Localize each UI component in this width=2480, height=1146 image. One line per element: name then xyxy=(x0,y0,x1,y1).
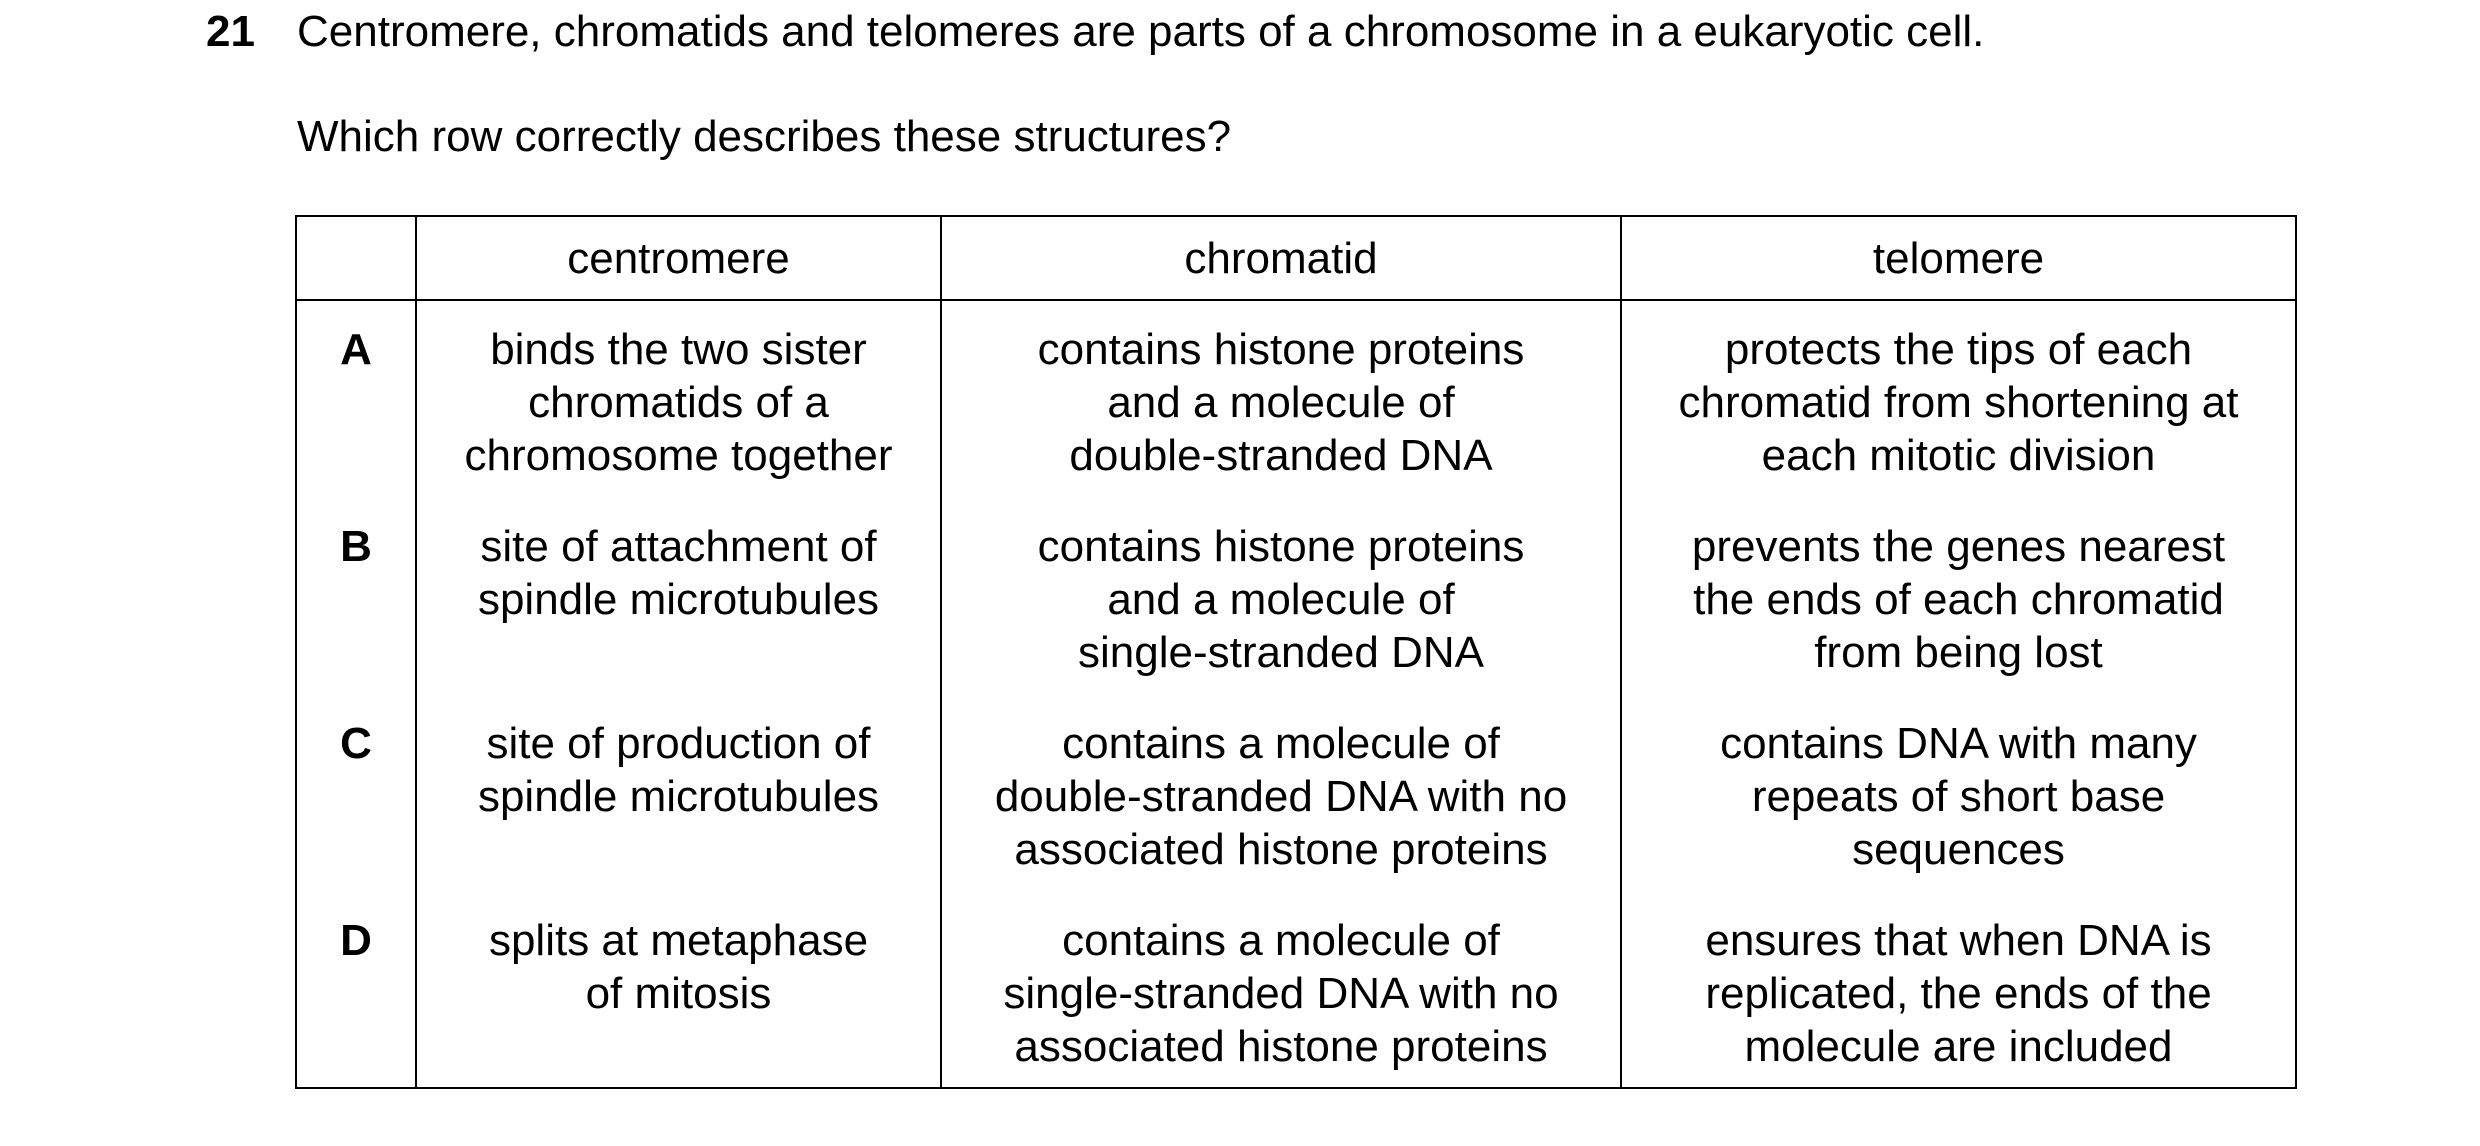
chromatid-text: contains histone proteins and a molecule of single-stranded DNA xyxy=(1037,522,1525,677)
chromatid-cell xyxy=(941,697,1621,894)
centromere-text: splits at metaphase of mitosis xyxy=(488,916,869,1018)
table-row-a xyxy=(296,300,2296,500)
centromere-cell xyxy=(416,697,941,894)
chromatid-text: contains histone proteins and a molecule of double-stranded DNA xyxy=(1037,325,1525,480)
row-letter: A xyxy=(296,300,416,500)
table-row-d xyxy=(296,894,2296,1088)
header-telomere: telomere xyxy=(1621,216,2296,300)
centromere-text: site of attachment of spindle microtubules xyxy=(477,522,880,624)
chromatid-text: contains a molecule of single-stranded DNA with no associated histone proteins xyxy=(1003,916,1559,1071)
telomere-cell xyxy=(1621,697,2296,894)
telomere-text: ensures that when DNA is replicated, the ends of the molecule are included xyxy=(1705,916,2212,1071)
telomere-cell xyxy=(1621,894,2296,1088)
table-row-b xyxy=(296,500,2296,697)
header-centromere: centromere xyxy=(416,216,941,300)
header-chromatid: chromatid xyxy=(941,216,1621,300)
row-letter: B xyxy=(296,500,416,697)
chromatid-cell xyxy=(941,500,1621,697)
telomere-text: contains DNA with many repeats of short base sequences xyxy=(1720,719,2197,874)
telomere-text: protects the tips of each chromatid from shortening at each mitotic division xyxy=(1678,325,2239,480)
centromere-text: site of production of spindle microtubules xyxy=(477,719,880,821)
question-stem: Centromere, chromatids and telomeres are parts of a chromosome in a eukaryotic cell. xyxy=(297,7,1985,56)
question-number: 21 xyxy=(206,7,255,56)
question-prompt: Which row correctly describes these structures? xyxy=(297,112,1232,161)
centromere-cell xyxy=(416,894,941,1088)
telomere-text: prevents the genes nearest the ends of each chromatid from being lost xyxy=(1691,522,2226,677)
centromere-cell xyxy=(416,300,941,500)
answer-options-table xyxy=(295,215,2297,1089)
header-empty xyxy=(296,216,416,300)
chromatid-text: contains a molecule of double-stranded DNA with no associated histone proteins xyxy=(994,719,1568,874)
chromatid-cell xyxy=(941,894,1621,1088)
row-letter: D xyxy=(296,894,416,1088)
centromere-cell xyxy=(416,500,941,697)
table-header xyxy=(296,216,2296,300)
chromatid-cell xyxy=(941,300,1621,500)
telomere-cell xyxy=(1621,300,2296,500)
header-row xyxy=(296,216,2296,300)
row-letter: C xyxy=(296,697,416,894)
table-body xyxy=(296,300,2296,1088)
telomere-cell xyxy=(1621,500,2296,697)
centromere-text: binds the two sister chromatids of a chromosome together xyxy=(464,325,893,480)
table-row-c xyxy=(296,697,2296,894)
